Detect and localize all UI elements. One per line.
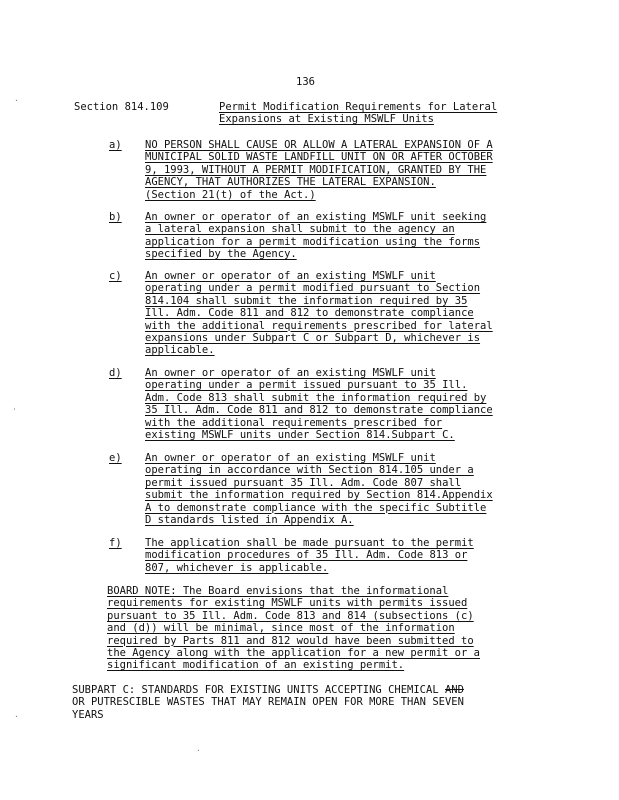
board-note-line: requirements for existing MSWLF units with permits issued bbox=[107, 597, 468, 610]
page-number: 136 bbox=[296, 76, 315, 88]
item-b-text bbox=[145, 211, 555, 261]
item-label-b: b) bbox=[109, 211, 122, 223]
subpart-heading bbox=[72, 684, 552, 721]
board-note-line: the Agency along with the application for a new permit or a bbox=[107, 647, 480, 660]
scan-speck: ˌ bbox=[12, 402, 17, 411]
item-line: 35 Ill. Adm. Code 811 and 812 to demonstrate compliance bbox=[145, 404, 493, 417]
item-line: (Section 21(t) of the Act.) bbox=[145, 188, 316, 201]
item-line: An owner or operator of an existing MSWLF unit bbox=[145, 270, 436, 282]
item-label-c: c) bbox=[109, 270, 122, 282]
section-title bbox=[219, 101, 549, 125]
section-number: Section 814.109 bbox=[74, 101, 169, 113]
item-line: 814.104 shall submit the information required by 35 bbox=[145, 294, 468, 307]
subpart-line-3: YEARS bbox=[72, 708, 104, 721]
board-note-line: BOARD NOTE: The Board envisions that the informational bbox=[107, 585, 449, 597]
board-note bbox=[107, 585, 557, 672]
item-line: NO PERSON SHALL CAUSE OR ALLOW A LATERAL EXPANSION OF A bbox=[145, 139, 493, 151]
struck-word: AND bbox=[444, 684, 464, 696]
item-line: expansions under Subpart C or Subpart D, whichever is bbox=[145, 332, 481, 345]
item-line: application for a permit modification using the forms bbox=[145, 235, 481, 248]
subpart-text: SUBPART C: STANDARDS FOR EXISTING UNITS ACCEPTING CHEMICAL bbox=[72, 684, 439, 696]
item-line: existing MSWLF units under Section 814.Subpart C. bbox=[145, 429, 455, 442]
board-note-line: pursuant to 35 Ill. Adm. Code 813 and 814 (subsections (c) bbox=[107, 609, 474, 622]
item-label-f: f) bbox=[109, 537, 122, 549]
item-line: An owner or operator of an existing MSWLF unit bbox=[145, 452, 436, 464]
item-d-text bbox=[145, 367, 555, 441]
item-c-text bbox=[145, 270, 555, 357]
item-line: operating under a permit modified pursuant to Section bbox=[145, 282, 481, 295]
item-label-a: a) bbox=[109, 139, 122, 151]
item-line: permit issued pursuant 35 Ill. Adm. Code 807 shall bbox=[145, 476, 462, 489]
item-line: Ill. Adm. Code 811 and 812 to demonstrate compliance bbox=[145, 307, 474, 320]
item-line: MUNICIPAL SOLID WASTE LANDFILL UNIT ON OR AFTER OCTOBER bbox=[145, 151, 493, 164]
item-a-text bbox=[145, 139, 555, 201]
item-f-text bbox=[145, 537, 555, 574]
item-line: modification procedures of 35 Ill. Adm. Code 813 or bbox=[145, 549, 468, 562]
item-line: 807, whichever is applicable. bbox=[145, 561, 329, 574]
item-line: Adm. Code 813 shall submit the information required by bbox=[145, 391, 487, 404]
item-label-d: d) bbox=[109, 367, 122, 379]
item-line: 9, 1993, WITHOUT A PERMIT MODIFICATION, GRANTED BY THE bbox=[145, 163, 487, 176]
item-line: with the additional requirements prescribed for lateral bbox=[145, 319, 493, 332]
item-e-text bbox=[145, 452, 555, 526]
item-line: applicable. bbox=[145, 344, 215, 357]
item-line: An owner or operator of an existing MSWLF unit seeking bbox=[145, 211, 487, 223]
item-line: AGENCY, THAT AUTHORIZES THE LATERAL EXPANSION. bbox=[145, 176, 436, 189]
item-line: A to demonstrate compliance with the specific Subtitle bbox=[145, 501, 487, 514]
board-note-line: required by Parts 811 and 812 would have been submitted to bbox=[107, 634, 474, 647]
item-label-e: e) bbox=[109, 452, 122, 464]
item-line: operating under a permit issued pursuant to 35 Ill. bbox=[145, 379, 468, 392]
item-line: D standards listed in Appendix A. bbox=[145, 514, 354, 527]
item-line: with the additional requirements prescribed for bbox=[145, 416, 443, 429]
scan-speck: · bbox=[14, 712, 19, 721]
item-line: a lateral expansion shall submit to the agency an bbox=[145, 223, 455, 236]
board-note-line: significant modification of an existing permit. bbox=[107, 659, 405, 672]
section-title-line: Expansions at Existing MSWLF Units bbox=[219, 113, 434, 125]
item-line: specified by the Agency. bbox=[145, 248, 297, 261]
item-line: An owner or operator of an existing MSWLF unit bbox=[145, 367, 436, 379]
scan-speck: · bbox=[196, 746, 201, 755]
scan-speck: · bbox=[14, 96, 19, 105]
item-line: operating in accordance with Section 814.105 under a bbox=[145, 464, 474, 477]
item-line: submit the information required by Section 814.Appendix bbox=[145, 489, 493, 502]
section-title-line: Permit Modification Requirements for Lateral bbox=[219, 101, 498, 113]
item-line: The application shall be made pursuant to the permit bbox=[145, 537, 474, 549]
subpart-line-2: OR PUTRESCIBLE WASTES THAT MAY REMAIN OPEN FOR MORE THAN SEVEN bbox=[72, 696, 464, 709]
board-note-line: and (d)) will be minimal, since most of the information bbox=[107, 622, 455, 635]
subpart-line-1 bbox=[72, 684, 552, 696]
